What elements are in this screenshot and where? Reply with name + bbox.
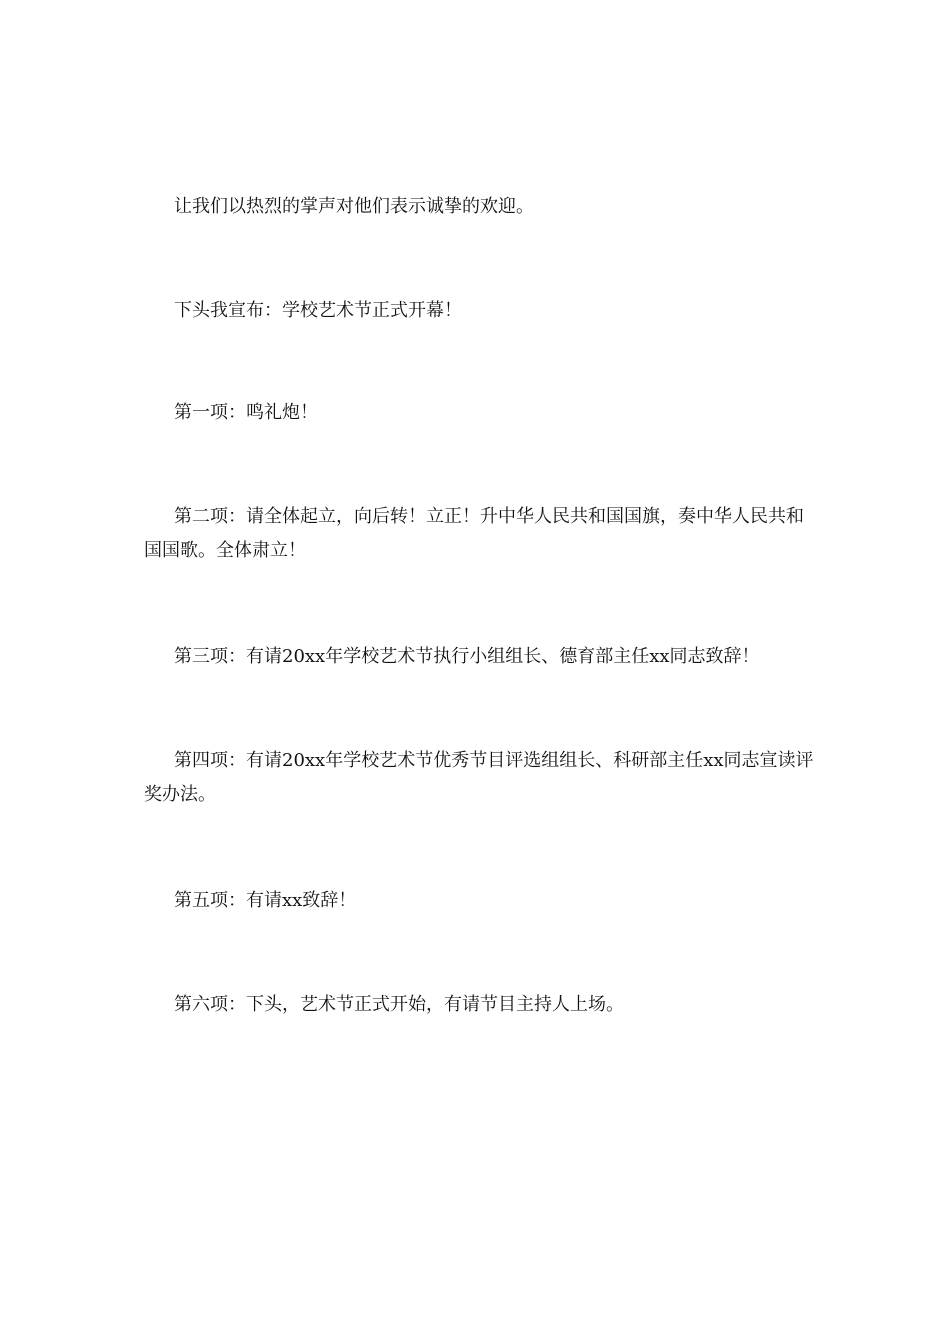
paragraph-item-4: 第四项：有请20xx年学校艺术节优秀节目评选组组长、科研部主任xx同志宣读评奖办法。: [144, 750, 814, 805]
paragraph-item-2: 第二项：请全体起立，向后转！立正！升中华人民共和国国旗，奏中华人民共和国国歌。全体肃立！: [144, 506, 804, 561]
paragraph-item-5: 第五项：有请xx致辞！: [174, 890, 357, 911]
paragraph-welcome: 让我们以热烈的掌声对他们表示诚挚的欢迎。: [174, 196, 534, 217]
paragraph-opening-announcement: 下头我宣布：学校艺术节正式开幕！: [174, 300, 462, 321]
paragraph-item-6: 第六项：下头，艺术节正式开始，有请节目主持人上场。: [174, 994, 624, 1015]
paragraph-item-3: 第三项：有请20xx年学校艺术节执行小组组长、德育部主任xx同志致辞！: [174, 646, 760, 667]
paragraph-item-1: 第一项：鸣礼炮！: [174, 402, 318, 423]
